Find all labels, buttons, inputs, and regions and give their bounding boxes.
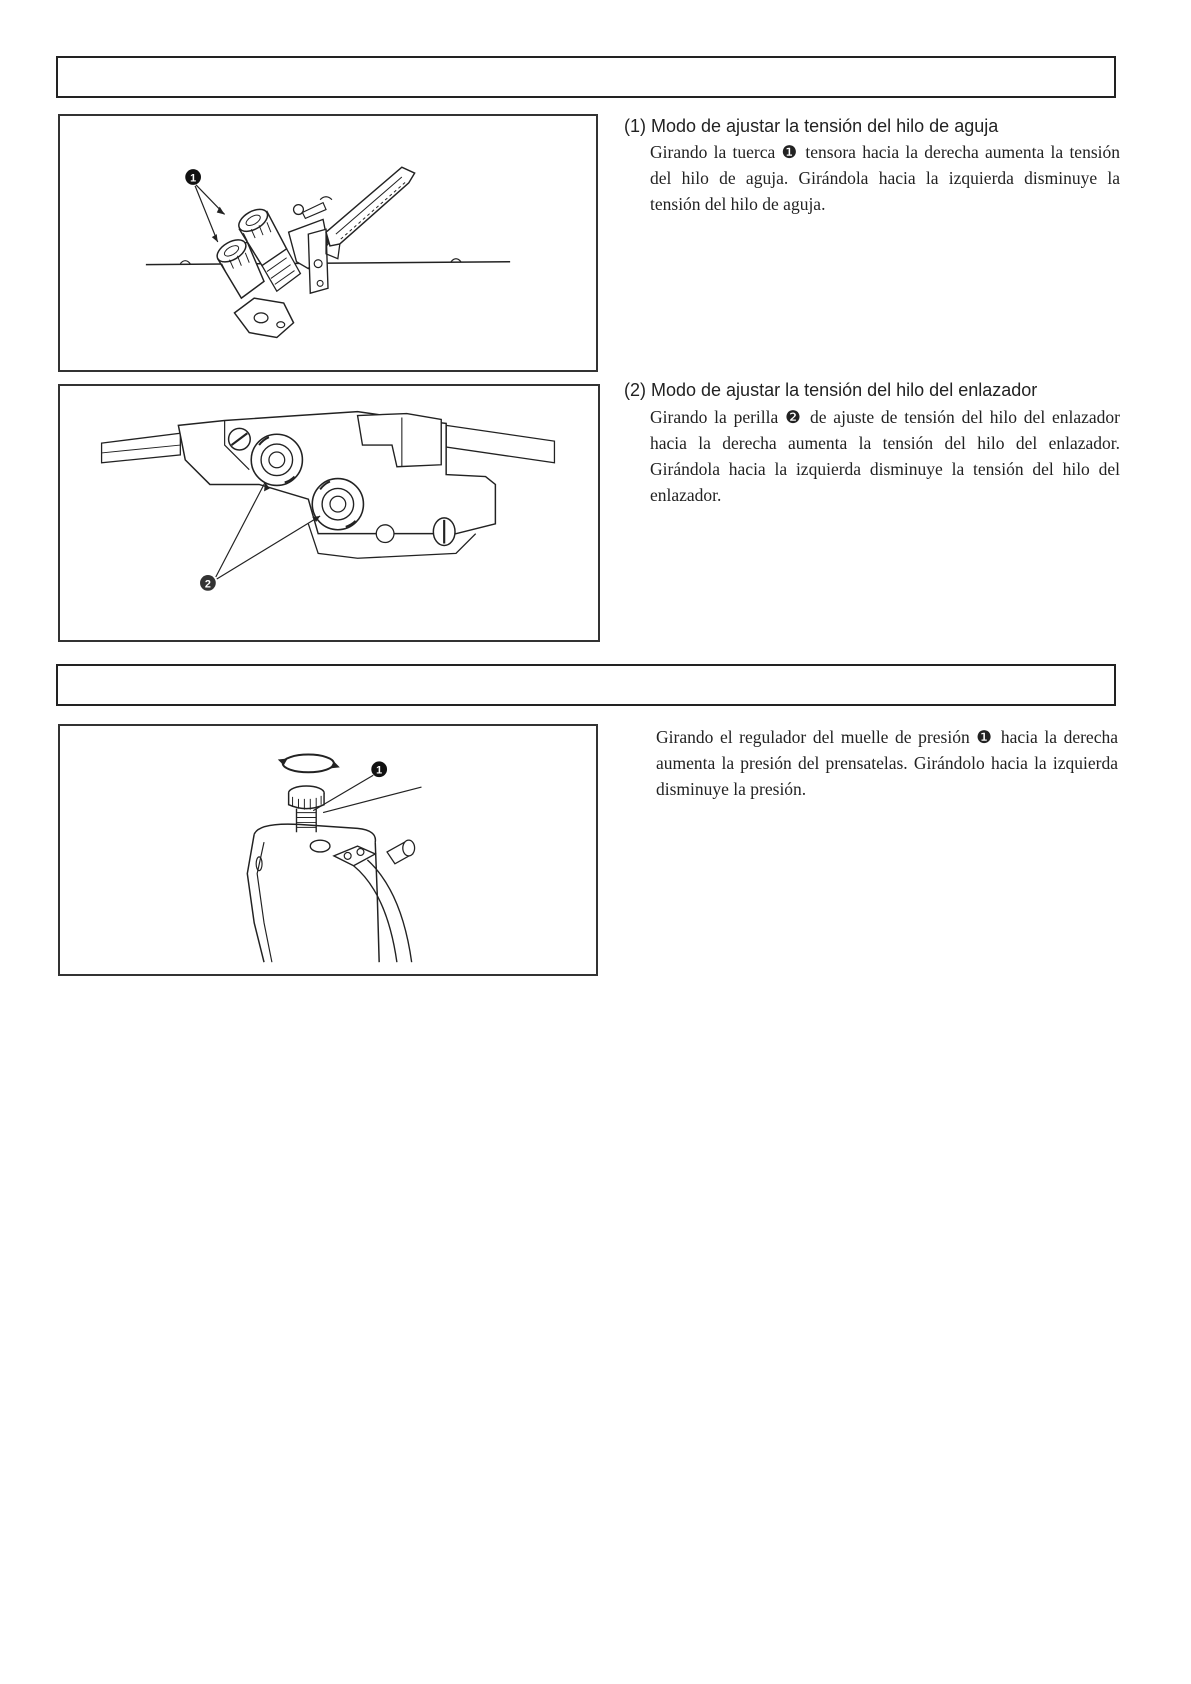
svg-text:1: 1: [190, 172, 197, 185]
needle-tension-illustration: [60, 116, 596, 370]
paragraph-looper-thread-tension-text: Girando la perilla ❷ de ajuste de tensión del hilo del enlazador hacia la derecha aumenta la tensión del hilo del enlazador. Girándola hacia la izquierda disminuye la tensión del hilo del enlazador.: [650, 407, 1120, 505]
paragraph-needle-thread-tension: [650, 139, 1120, 217]
figure-presser-spring-regulator: [58, 724, 598, 976]
section-header-bar: [56, 56, 1116, 98]
looper-tension-illustration: [60, 386, 598, 640]
heading-needle-thread-tension: (1) Modo de ajustar la tensión del hilo de aguja: [624, 116, 999, 136]
heading-looper-thread-tension: (2) Modo de ajustar la tensión del hilo del enlazador: [624, 380, 1038, 400]
svg-text:1: 1: [376, 764, 383, 777]
figure-looper-thread-tension: [58, 384, 600, 642]
paragraph-needle-thread-tension-text: Girando la tuerca ❶ tensora hacia la derecha aumenta la tensión del hilo de aguja. Girándola hacia la izquierda disminuye la tensión del hilo de aguja.: [650, 142, 1120, 214]
section-header-bar: [56, 664, 1116, 706]
paragraph-presser-spring-regulator-text: Girando el regulador del muelle de presión ❶ hacia la derecha aumenta la presión del prensatelas. Girándolo hacia la izquierda disminuye la presión.: [656, 727, 1118, 799]
presser-regulator-illustration: [60, 726, 596, 974]
paragraph-presser-spring-regulator: [656, 724, 1118, 802]
svg-text:2: 2: [204, 578, 211, 591]
figure-needle-thread-tension: [58, 114, 598, 372]
paragraph-looper-thread-tension: [650, 404, 1120, 508]
